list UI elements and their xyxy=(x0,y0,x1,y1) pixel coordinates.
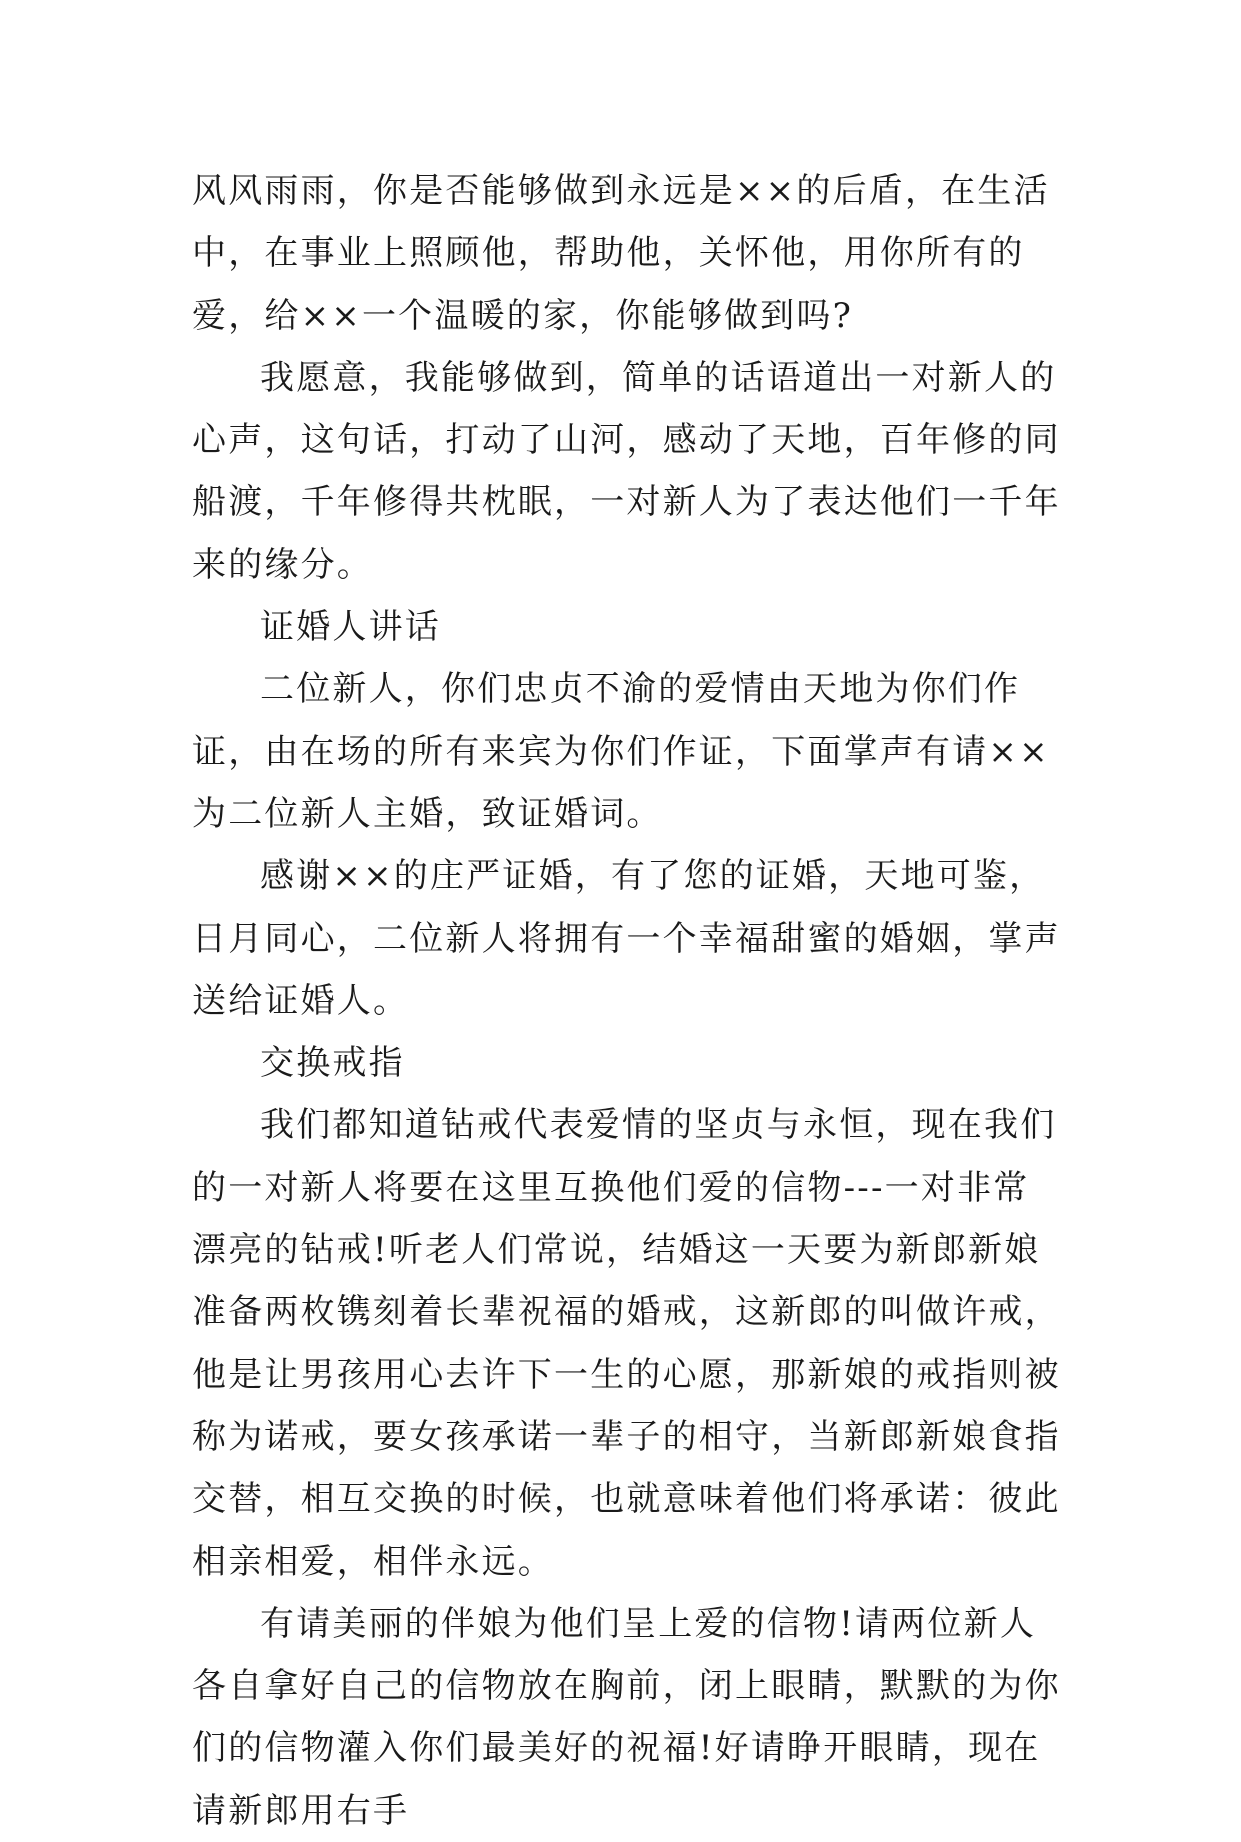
paragraph-continuation: 风风雨雨，你是否能够做到永远是××的后盾，在生活中，在事业上照顾他，帮助他，关怀他，用你所有的爱，给××一个温暖的家，你能够做到吗? xyxy=(192,171,1050,336)
paragraph-ring-ceremony: 有请美丽的伴娘为他们呈上爱的信物!请两位新人各自拿好自己的信物放在胸前，闭上眼睛，默默的为你们的信物灌入你们最美好的祝福!好请睁开眼睛，现在请新郎用右手 xyxy=(192,1603,1061,1831)
paragraph-witness-thanks: 感谢××的庄严证婚，有了您的证婚，天地可鉴，日月同心，二位新人将拥有一个幸福甜蜜的婚姻，掌声送给证婚人。 xyxy=(192,856,1061,1021)
paragraph-vow-response: 我愿意，我能够做到，简单的话语道出一对新人的心声，这句话，打动了山河，感动了天地，百年修的同船渡，千年修得共枕眠，一对新人为了表达他们一千年来的缘分。 xyxy=(192,357,1061,585)
paragraph-ring-meaning: 我们都知道钻戒代表爱情的坚贞与永恒，现在我们的一对新人将要在这里互换他们爱的信物---一对非常漂亮的钻戒!听老人们常说，结婚这一天要为新郎新娘准备两枚镌刻着长辈祝福的婚戒，这新郎的叫做许戒，他是让男孩用心去许下一生的心愿，那新娘的戒指则被称为诺戒，要女孩承诺一辈子的相守，当新郎新娘食指交替，相互交换的时候，也就意味着他们将承诺：彼此相亲相爱，相伴永远。 xyxy=(192,1105,1061,1582)
section-heading-witness-speech: 证婚人讲话 xyxy=(260,607,441,648)
section-heading-ring-exchange: 交换戒指 xyxy=(260,1043,405,1084)
document-body xyxy=(192,160,1062,1842)
paragraph-witness-intro: 二位新人，你们忠贞不渝的爱情由天地为你们作证，由在场的所有来宾为你们作证，下面掌声有请××为二位新人主婚，致证婚词。 xyxy=(192,669,1050,834)
